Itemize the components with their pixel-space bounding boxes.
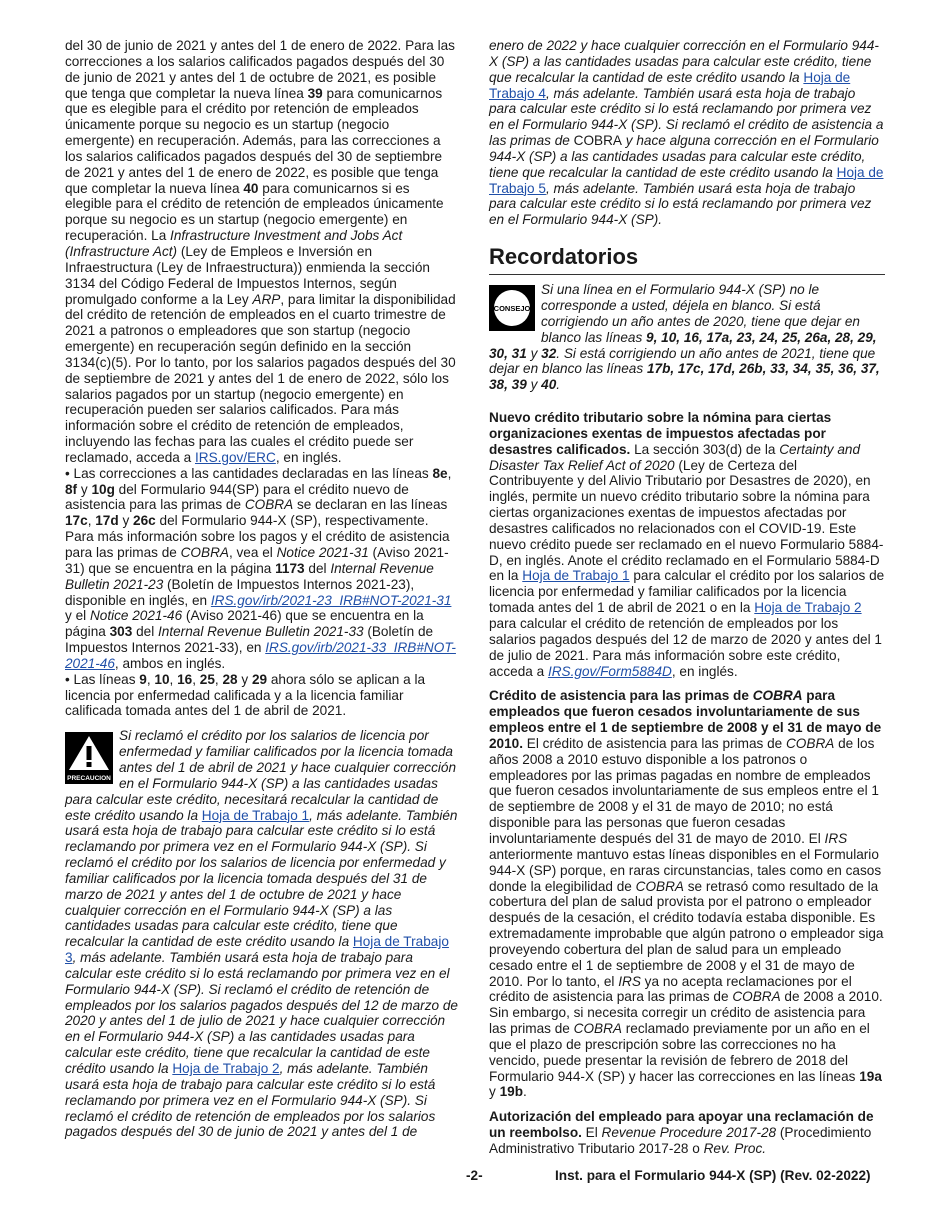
tip-label: CONSEJO (493, 304, 531, 314)
bullet-item: • Las líneas 9, 10, 16, 25, 28 y 29 ahora sólo se aplican a la licencia por enfermedad calificada y a la licencia familiar calificada tomada antes del 1 de abril de 2021. (65, 671, 426, 719)
irb-2021-33-link[interactable]: IRS.gov/irb/2021-33_IRB#NOT-2021-46 (65, 640, 456, 671)
tip-icon (489, 285, 535, 331)
caution-label: PRECAUCION (67, 775, 111, 783)
bullet-item: • Las correcciones a las cantidades declaradas en las líneas 8e, 8f y 10g del Formulario 944(SP) para el crédito nuevo de asistencia para las primas de COBRA se declaran en las líneas 17c, 17d y 26c del Formulario 944-X (SP), respectivamente. Para más información sobre los pagos y el crédito de asistencia para las primas de COBRA, vea el Notice 2021-31 (Aviso 2021-31) que se encuentra en la página 1173 del Internal Revenue Bulletin 2021-23 (Boletín de Impuestos Internos 2021-23), disponible en inglés, en IRS.gov/irb/2021-23_IRB#NOT-2021-31 y el Notice 2021-46 (Aviso 2021-46) que se encuentra en la página 303 del Internal Revenue Bulletin 2021-33 (Boletín de Impuestos Internos 2021-33), en IRS.gov/irb/2021-33_IRB#NOT-2021-46, ambos en inglés. (65, 465, 456, 671)
paragraph: enero de 2022 y hace cualquier corrección en el Formulario 944-X (SP) a las cantidades usadas para calcular este crédito, tiene que recalcular la cantidad de este crédito usando la Hoja de Trabajo 4, más adelante. También usará esta hoja de trabajo para calcular este crédito si lo está reclamando por primera vez en el Formulario 944-X (SP). Si reclamó el crédito de asistencia a las primas de COBRA y hace alguna corrección en el Formulario 944-X (SP) a las cantidades usadas para calcular este crédito, tiene que recalcular la cantidad de este crédito usando la Hoja de Trabajo 5, más adelante. También usará esta hoja de trabajo para calcular este crédito si lo está reclamando por primera vez en el Formulario 944-X (SP). (489, 38, 884, 228)
worksheet-1-link[interactable]: Hoja de Trabajo 1 (522, 568, 630, 584)
paragraph: Autorización del empleado para apoyar una reclamación de un reembolso. El Revenue Procedure 2017-28 (Procedimiento Administrativo Tributario 2017-28 o Rev. Proc. (489, 1109, 874, 1156)
section-title: Recordatorios (489, 244, 885, 275)
worksheet-1-link[interactable]: Hoja de Trabajo 1 (201, 807, 310, 823)
paragraph: Nuevo crédito tributario sobre la nómina para ciertas organizaciones exentas de impuestos afectadas por desastres calificados. La sección 303(d) de la Certainty and Disaster Tax Relief Act of 2020 (Ley de Certeza del Contribuyente y del Alivio Tributario por Desastres de 2020), en inglés, permite un nuevo crédito tributario sobre la nómina para ciertas organizaciones exentas de impuestos afectadas por desastres calificados no relacionados con el COVID-19. Este nuevo crédito puede ser reclamado en el nuevo Formulario 5884-D, en inglés. Anote el crédito reclamado en el Formulario 5884-D en la Hoja de Trabajo 1 para calcular el crédito por los salarios de licencia por enfermedad y familiar calificados por la licencia tomada antes del 1 de abril de 2021 o en la Hoja de Trabajo 2 para calcular el crédito de retención de empleados por los salarios pagados después del 12 de marzo de 2020 y antes del 1 de julio de 2021. Para más información sobre este crédito, acceda a IRS.gov/Form5884D, en inglés. (489, 410, 885, 679)
worksheet-2-link[interactable]: Hoja de Trabajo 2 (754, 600, 862, 616)
worksheet-5-link[interactable]: Hoja de Trabajo 5 (489, 164, 884, 196)
form5884d-link[interactable]: IRS.gov/Form5884D (547, 663, 672, 679)
caution-note: PRECAUCION Si reclamó el crédito por los salarios de licencia por enfermedad y familiar calificados por la licencia tomada antes del 1 de abril de 2021 y hace cualquier corrección en el Formulario 944-X (SP) a las cantidades usadas para calcular este crédito, necesitará recalcular la cantidad de este crédito usando la Hoja de Trabajo 1, más adelante. También usará esta hoja de trabajo para calcular este crédito si lo está reclamando por primera vez en el Formulario 944-X (SP). Si reclamó el crédito por los salarios de licencia por enfermedad y familiar calificados por la licencia tomada después del 31 de marzo de 2021 y antes del 1 de octubre de 2021 y hace cualquier corrección en el Formulario 944-X (SP) a las cantidades usadas para calcular este crédito, tiene que recalcular la cantidad de este crédito usando la Hoja de Trabajo 3, más adelante. También usará esta hoja de trabajo para calcular este crédito si lo está reclamando por primera vez en el Formulario 944-X (SP). Si reclamó el crédito de retención de empleados por los salarios pagados después del 12 de marzo de 2020 y antes del 1 de julio de 2021 y hace cualquier corrección en el Formulario 944-X (SP) a las cantidades usadas para calcular este crédito, tiene que recalcular la cantidad de este crédito usando la Hoja de Trabajo 2, más adelante. También usará esta hoja de trabajo para calcular este crédito si lo está reclamando por primera vez en el Formulario 944-X (SP). Si reclamó el crédito de retención de empleados por los salarios pagados después del 30 de junio de 2021 y antes del 1 de (65, 728, 458, 1140)
paragraph: del 30 de junio de 2021 y antes del 1 de enero de 2022. Para las correcciones a los salarios calificados pagados después del 30 de junio de 2021 y antes del 1 de octubre de 2021, es posible que tenga que completar la nueva línea 39 para comunicarnos que es elegible para el crédito por retención de empleados únicamente porque su negocio es un startup (negocio emergente) en recuperación. Además, para las correcciones a los salarios calificados pagados después del 30 de septiembre de 2021 y antes del 1 de enero de 2022, es posible que tenga que completar la nueva línea 40 para comunicarnos si es elegible para el crédito de retención de empleados únicamente porque su negocio es un startup (negocio emergente) en recuperación. La Infrastructure Investment and Jobs Act (Infrastructure Act) (Ley de Empleos e Inversión en Infraestructura (Ley de Infraestructura)) enmienda la sección 3134 del Código Federal de Impuestos Internos, según promulgado conforme a la Ley ARP, para limitar la disponibilidad del crédito de retención de empleados en el cuarto trimestre de 2021 a patronos o empleadores que son startup (negocio emergente) en recuperación según definido en la sección 3134(c)(5). Por lo tanto, por los salarios pagados después del 30 de septiembre de 2021 y antes del 1 de enero de 2022, sólo los salarios pagados por un startup (negocio emergente) en recuperación pueden ser salarios calificados. Para más información sobre el crédito de retención de empleados, incluyendo las fechas para las cuales el crédito puede ser reclamado, acceda a IRS.gov/ERC, en inglés. (65, 38, 456, 465)
footer-title: Inst. para el Formulario 944-X (SP) (Rev. 02-2022) (555, 1168, 871, 1183)
worksheet-4-link[interactable]: Hoja de Trabajo 4 (489, 69, 851, 101)
left-column (65, 38, 460, 1140)
right-column (489, 38, 885, 1157)
tip-note: CONSEJO Si una línea en el Formulario 944-X (SP) no le corresponde a usted, déjela en blanco. Si está corrigiendo un año antes de 2020, tiene que dejar en blanco las líneas 9, 10, 16, 17a, 23, 24, 25, 26a, 28, 29, 30, 31 y 32. Si está corrigiendo un año antes de 2021, tiene que dejar en blanco las líneas 17b, 17c, 17d, 26b, 33, 34, 35, 36, 37, 38, 39 y 40. (489, 282, 880, 393)
irs-erc-link[interactable]: IRS.gov/ERC (194, 449, 276, 465)
page-number: -2- (466, 1168, 483, 1183)
paragraph: Crédito de asistencia para las primas de COBRA para empleados que fueron cesados involuntariamente de sus empleos entre el 1 de septiembre de 2008 y el 31 de mayo de 2010. El crédito de asistencia para las primas de COBRA de los años 2008 a 2010 estuvo disponible a los patronos o empleadores por las primas pagadas en nombre de empleados que fueron cesados involuntariamente de sus empleos entre el 1 de septiembre de 2008 y el 31 de mayo de 2010; no está disponible para las personas que fueron cesadas involuntariamente después del 31 de mayo de 2010. El IRS anteriormente mantuvo estas líneas disponibles en el Formulario 944-X (SP) porque, en raras circunstancias, tales como en casos donde la elegibilidad de COBRA se retrasó como resultado de la cobertura del plan de salud provista por el patrono o empleador después de la cesación, el crédito todavía estaba disponible. Es extremadamente improbable que algún patrono o empleador siga proveyendo cobertura del plan de salud para un empleado cesado entre el 1 de septiembre de 2008 y el 31 de mayo de 2010. Por lo tanto, el IRS ya no acepta reclamaciones por el crédito de asistencia para las primas de COBRA de 2008 a 2010. Sin embargo, si necesita corregir un crédito de asistencia para las primas de COBRA reclamado previamente por un año en el que el plazo de prescripción sobre las correcciones no ha vencido, puede presentar la revisión de febrero de 2018 del Formulario 944-X (SP) y hacer las correcciones en las líneas 19a y 19b. (489, 688, 884, 1100)
caution-icon (65, 732, 113, 784)
worksheet-2-link[interactable]: Hoja de Trabajo 2 (172, 1061, 280, 1076)
worksheet-3-link[interactable]: Hoja de Trabajo 3 (65, 934, 449, 966)
irb-2021-23-link[interactable]: IRS.gov/irb/2021-23_IRB#NOT-2021-31 (210, 592, 452, 608)
